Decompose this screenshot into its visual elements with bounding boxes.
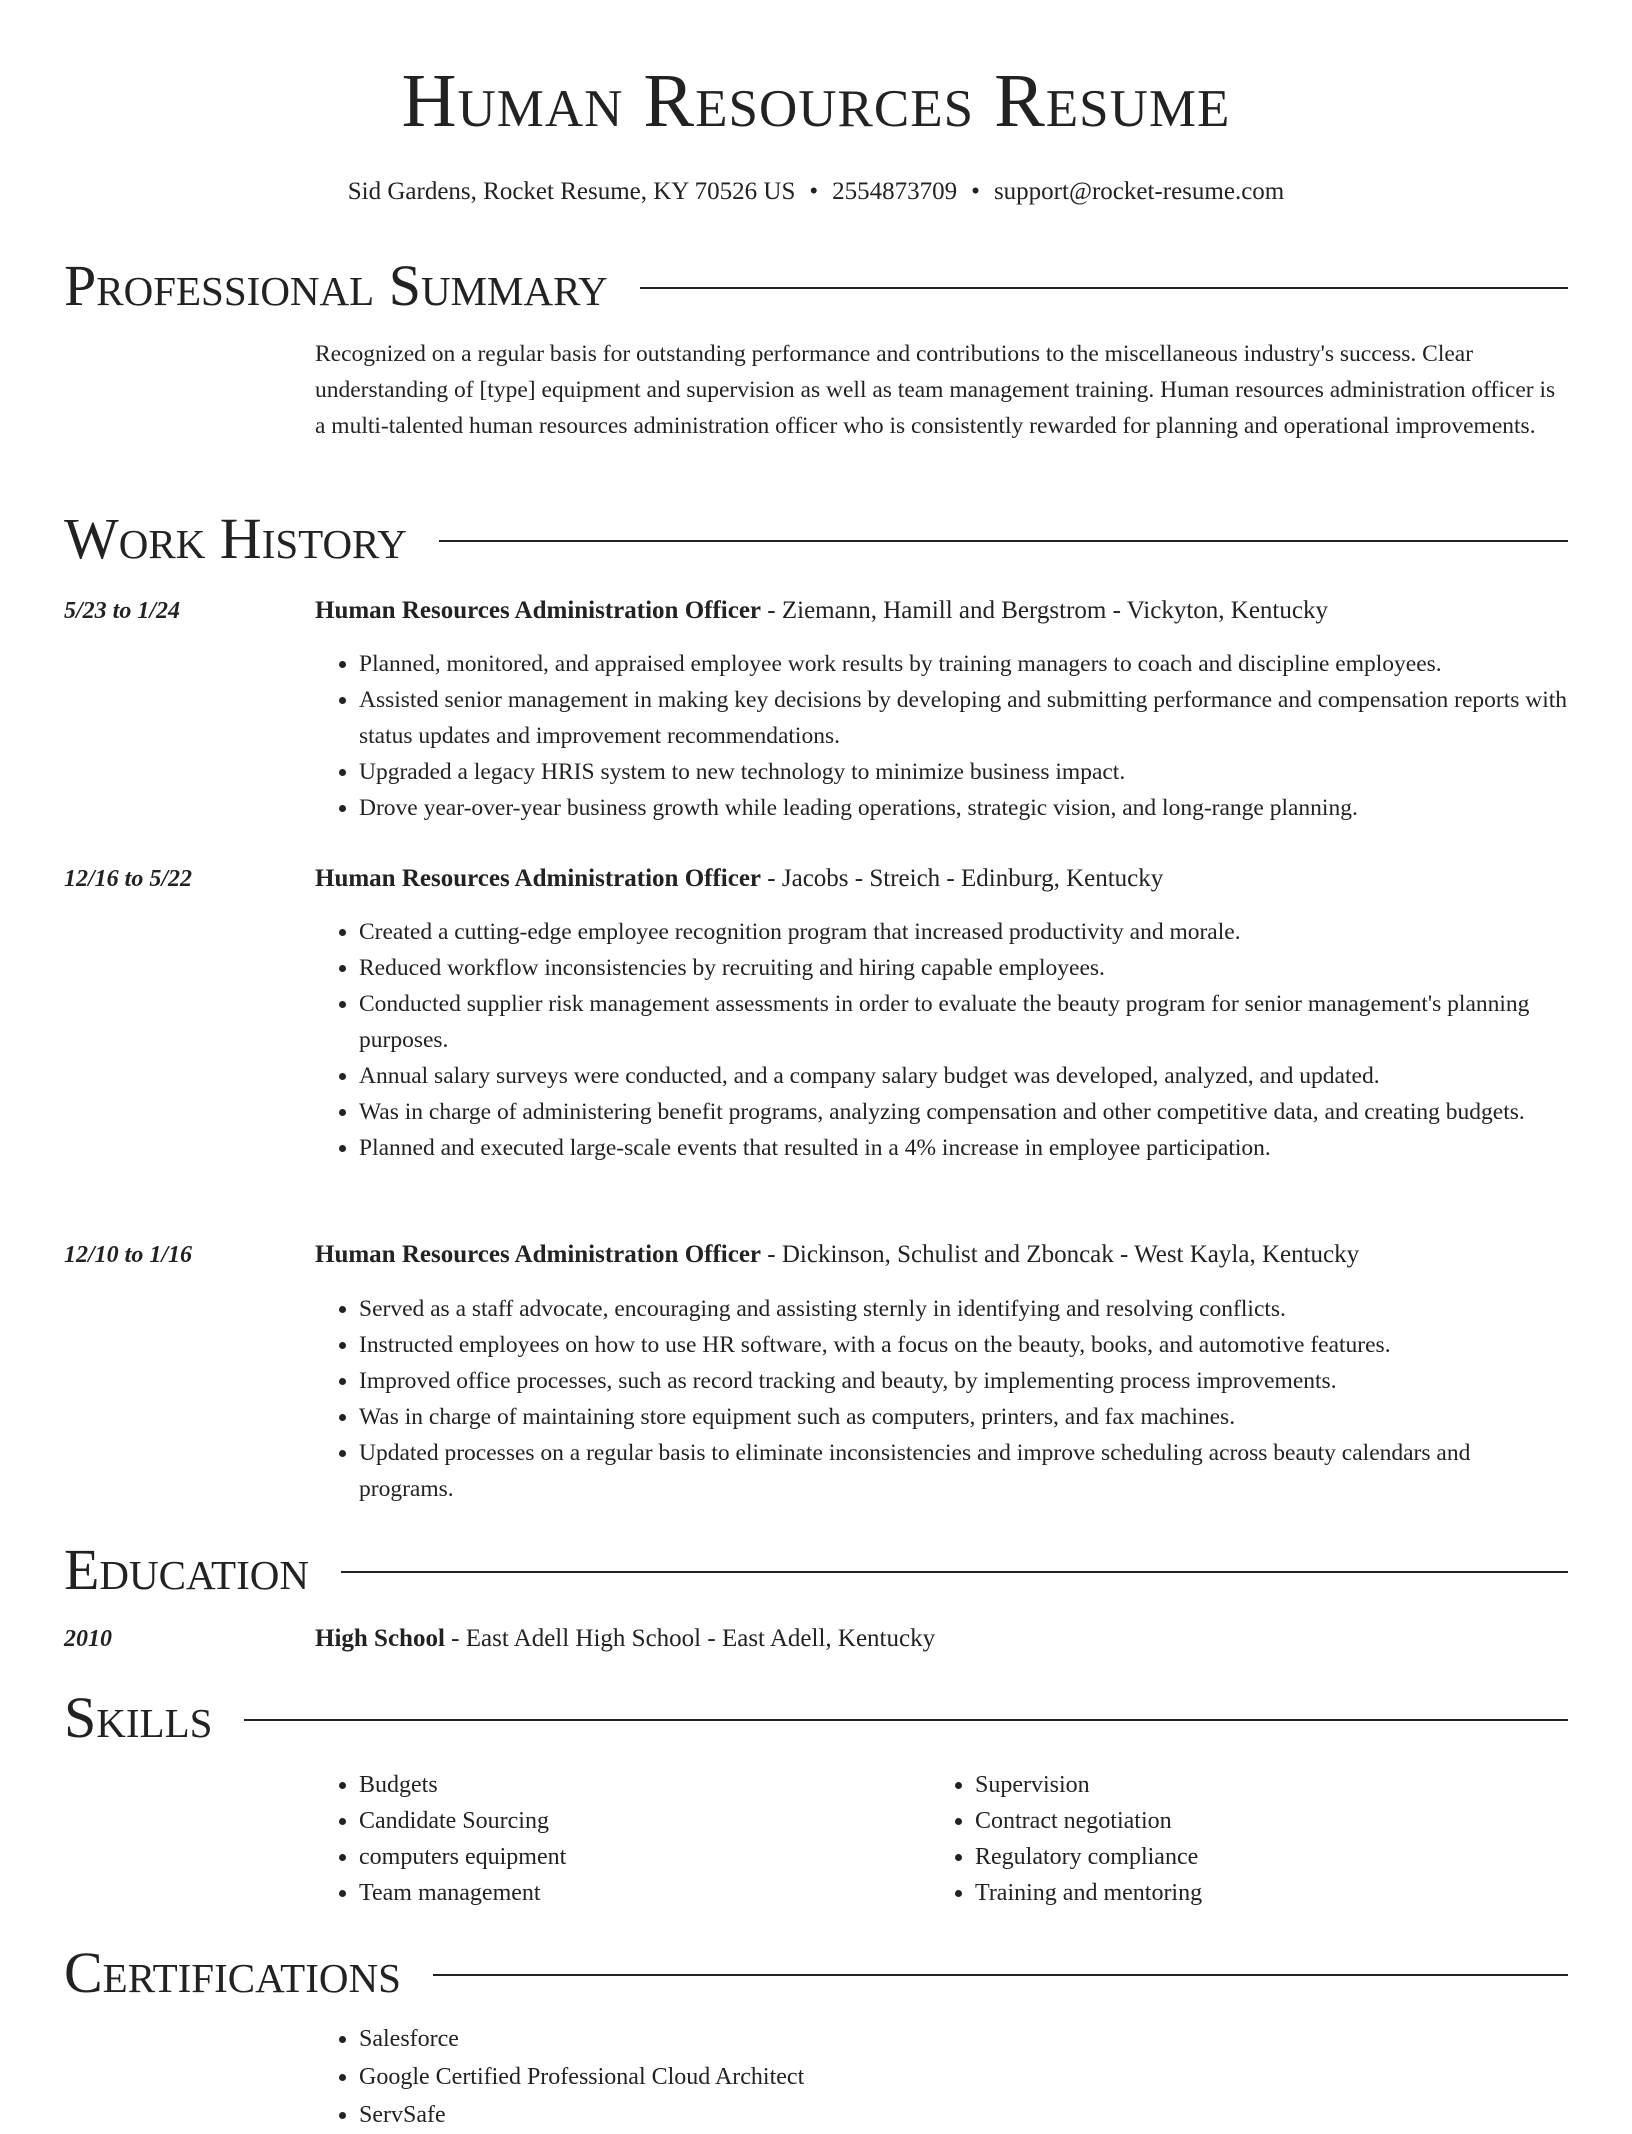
certification-item: • Google Certified Professional Cloud Architect xyxy=(359,2058,1568,2096)
section-title-skills: Skills xyxy=(64,1685,213,1750)
contact-address: Sid Gardens, Rocket Resume, KY 70526 US xyxy=(347,178,796,205)
section-divider xyxy=(244,1719,1568,1721)
job-bullets xyxy=(315,646,1568,826)
job-heading xyxy=(315,862,1568,896)
skill-item: • Supervision xyxy=(975,1767,1547,1803)
job-bullet: • Upgraded a legacy HRIS system to new technology to minimize business impact. xyxy=(359,754,1568,790)
resume-title: Human Resources Resume xyxy=(401,59,1231,143)
contact-email: support@rocket-resume.com xyxy=(993,178,1285,205)
section-header-summary xyxy=(64,254,1568,318)
job-bullet: • Created a cutting-edge employee recognition program that increased productivity and morale. xyxy=(359,914,1568,950)
education-school: - East Adell High School - East Adell, Kentucky xyxy=(444,1625,936,1652)
contact-separator: • xyxy=(971,178,980,205)
skills-column-right xyxy=(931,1767,1547,1911)
job-title: Human Resources Administration Officer xyxy=(315,1241,762,1268)
education-year: 2010 xyxy=(64,1626,112,1652)
section-header-certifications xyxy=(64,1941,1568,2005)
section-divider xyxy=(341,1571,1568,1573)
job-heading xyxy=(315,1238,1568,1272)
job-bullet: • Updated processes on a regular basis to eliminate inconsistencies and improve scheduling across beauty calendars and programs. xyxy=(359,1435,1568,1507)
certification-item: • Salesforce xyxy=(359,2020,1568,2058)
job-bullet: • Drove year-over-year business growth while leading operations, strategic vision, and long-range planning. xyxy=(359,790,1568,826)
job-title: Human Resources Administration Officer xyxy=(315,597,762,624)
job-heading xyxy=(315,594,1568,628)
job-employer: - Dickinson, Schulist and Zboncak - West Kayla, Kentucky xyxy=(761,1241,1360,1268)
summary-text: Recognized on a regular basis for outstanding performance and contributions to the miscellaneous industry's success. Clear understanding of [type] equipment and supervision as well as team management training. Human resources administration officer is a multi-talented human resources administration officer who is consistently rewarded for planning and operational improvements. xyxy=(315,341,1556,439)
skill-item: • Team management xyxy=(359,1875,931,1911)
job-bullet: • Annual salary surveys were conducted, and a company salary budget was developed, analyzed, and updated. xyxy=(359,1058,1568,1094)
job-bullets xyxy=(315,1291,1568,1507)
job-bullet: • Conducted supplier risk management assessments in order to evaluate the beauty program for senior management's planning purposes. xyxy=(359,986,1568,1058)
contact-separator: • xyxy=(809,178,819,205)
skill-item: • Regulatory compliance xyxy=(975,1839,1547,1875)
job-bullets xyxy=(315,914,1568,1166)
job-dates: 12/10 to 1/16 xyxy=(64,1242,193,1268)
section-divider xyxy=(640,287,1568,289)
skill-item: • computers equipment xyxy=(359,1839,931,1875)
section-divider xyxy=(433,1974,1568,1976)
job-bullet: • Assisted senior management in making key decisions by developing and submitting performance and compensation reports with status updates and improvement recommendations. xyxy=(359,682,1568,754)
skill-item: • Training and mentoring xyxy=(975,1875,1547,1911)
skills-column-left xyxy=(315,1767,931,1911)
job-bullet: • Reduced workflow inconsistencies by recruiting and hiring capable employees. xyxy=(359,950,1568,986)
job-bullet: • Instructed employees on how to use HR software, with a focus on the beauty, books, and automotive features. xyxy=(359,1327,1568,1363)
section-header-skills xyxy=(64,1686,1568,1750)
section-header-education xyxy=(64,1538,1568,1602)
job-dates: 5/23 to 1/24 xyxy=(64,598,181,624)
section-title-education: Education xyxy=(64,1537,309,1602)
job-bullet: • Was in charge of administering benefit programs, analyzing compensation and other competitive data, and creating budgets. xyxy=(359,1094,1568,1130)
job-bullet: • Improved office processes, such as record tracking and beauty, by implementing process improvements. xyxy=(359,1363,1568,1399)
job-title: Human Resources Administration Officer xyxy=(315,865,762,892)
section-title-certifications: Certifications xyxy=(64,1940,401,2005)
certifications-list xyxy=(315,2020,1568,2134)
job-bullet: • Was in charge of maintaining store equipment such as computers, printers, and fax machines. xyxy=(359,1399,1568,1435)
skill-item: • Contract negotiation xyxy=(975,1803,1547,1839)
section-title-work-history: Work History xyxy=(64,506,407,571)
contact-line xyxy=(0,176,1632,208)
job-employer: - Jacobs - Streich - Edinburg, Kentucky xyxy=(761,865,1164,892)
skills-list xyxy=(315,1767,1568,1911)
education-heading xyxy=(315,1622,1568,1656)
job-dates: 12/16 to 5/22 xyxy=(64,866,193,892)
contact-phone: 2554873709 xyxy=(832,178,958,205)
education-degree: High School xyxy=(315,1625,445,1652)
skill-item: • Budgets xyxy=(359,1767,931,1803)
job-employer: - Ziemann, Hamill and Bergstrom - Vickyton, Kentucky xyxy=(761,597,1328,624)
skill-item: • Candidate Sourcing xyxy=(359,1803,931,1839)
section-title-summary: Professional Summary xyxy=(64,253,608,318)
section-divider xyxy=(439,540,1568,542)
section-header-work-history xyxy=(64,507,1568,571)
job-bullet: • Served as a staff advocate, encouraging and assisting sternly in identifying and resolving conflicts. xyxy=(359,1291,1568,1327)
job-bullet: • Planned, monitored, and appraised employee work results by training managers to coach and discipline employees. xyxy=(359,646,1568,682)
certification-item: • ServSafe xyxy=(359,2096,1568,2134)
job-bullet: • Planned and executed large-scale events that resulted in a 4% increase in employee participation. xyxy=(359,1130,1568,1166)
